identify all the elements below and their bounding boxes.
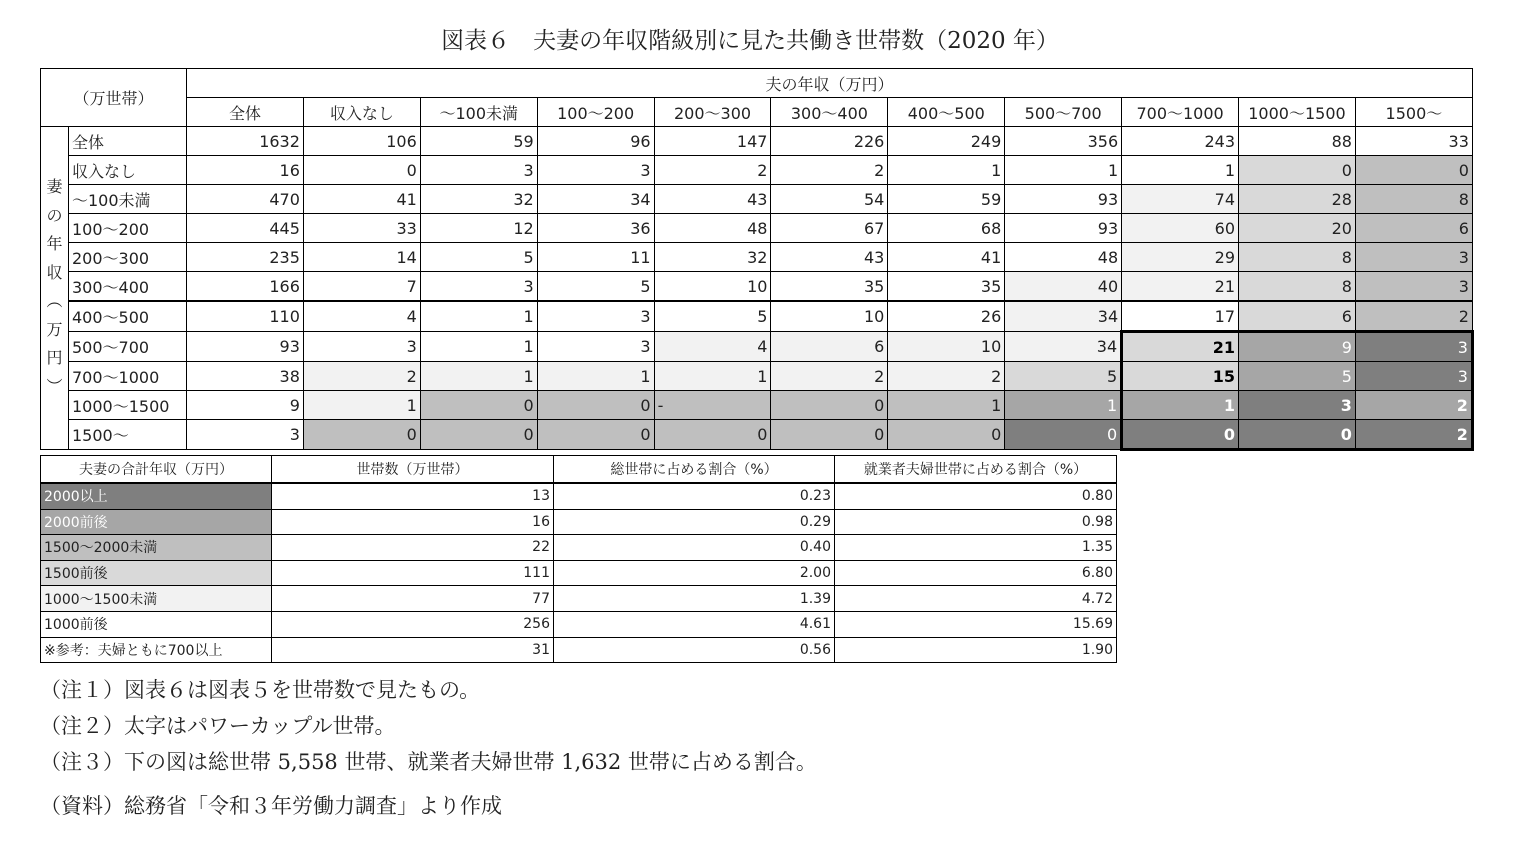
row-label: 1000～1500 <box>69 391 187 420</box>
data-cell: 4 <box>303 301 420 332</box>
data-cell: 2 <box>1355 301 1472 332</box>
table-row <box>41 637 1117 663</box>
note-2: （注２）太字はパワーカップル世帯。 <box>40 714 396 738</box>
data-cell: 16 <box>187 156 304 185</box>
data-cell: 110 <box>187 301 304 332</box>
data-cell: 59 <box>420 127 537 156</box>
column-header: 収入なし <box>303 98 420 127</box>
data-cell: 2.00 <box>554 560 835 586</box>
row-label: ※参考：夫婦ともに700以上 <box>41 637 272 663</box>
data-cell: 2 <box>888 362 1005 391</box>
data-cell: 3 <box>303 332 420 362</box>
data-cell: 31 <box>272 637 554 663</box>
data-cell: 1 <box>420 332 537 362</box>
data-cell: 15 <box>1122 362 1239 391</box>
row-label: 100～200 <box>69 214 187 243</box>
data-cell: 0 <box>303 156 420 185</box>
data-cell: 0 <box>1239 156 1356 185</box>
table-row <box>41 483 1117 509</box>
row-label: 2000以上 <box>41 483 272 509</box>
note-1: （注１）図表６は図表５を世帯数で見たもの。 <box>40 678 481 702</box>
data-cell: 256 <box>272 611 554 637</box>
data-cell: 68 <box>888 214 1005 243</box>
data-cell: 8 <box>1239 272 1356 302</box>
data-cell: 35 <box>888 272 1005 302</box>
table-row <box>41 362 1473 391</box>
data-cell: 0.29 <box>554 509 835 535</box>
data-cell: 249 <box>888 127 1005 156</box>
data-cell: 3 <box>1355 332 1472 362</box>
data-cell: 2 <box>303 362 420 391</box>
data-cell: 13 <box>272 483 554 509</box>
data-cell: 8 <box>1355 185 1472 214</box>
data-cell: 1 <box>888 156 1005 185</box>
data-cell: 5 <box>420 243 537 272</box>
data-cell: 12 <box>420 214 537 243</box>
row-label: 2000前後 <box>41 509 272 535</box>
header-row <box>41 456 1117 484</box>
row-label: 400～500 <box>69 301 187 332</box>
data-cell: 1 <box>420 301 537 332</box>
data-cell: 10 <box>888 332 1005 362</box>
data-cell: 1 <box>1005 156 1122 185</box>
data-cell: 34 <box>537 185 654 214</box>
data-cell: 5 <box>1005 362 1122 391</box>
data-cell: 470 <box>187 185 304 214</box>
data-cell: 32 <box>420 185 537 214</box>
table-row <box>41 301 1473 332</box>
data-cell: 0.98 <box>835 509 1117 535</box>
data-cell: 28 <box>1239 185 1356 214</box>
data-cell: 166 <box>187 272 304 302</box>
data-cell: 0 <box>420 391 537 420</box>
column-header: 700～1000 <box>1122 98 1239 127</box>
data-cell: 0 <box>1005 420 1122 450</box>
data-cell: 1 <box>303 391 420 420</box>
wife-income-header: 妻 の 年 収 ︵ 万 円 ︶ <box>41 127 69 450</box>
data-cell: 0 <box>888 420 1005 450</box>
data-cell: 9 <box>1239 332 1356 362</box>
data-cell: 29 <box>1122 243 1239 272</box>
data-cell: 20 <box>1239 214 1356 243</box>
household-count-table <box>40 68 1474 451</box>
data-cell: 243 <box>1122 127 1239 156</box>
unit-label: （万世帯） <box>41 69 187 127</box>
row-label: 収入なし <box>69 156 187 185</box>
data-cell: 0 <box>1122 420 1239 450</box>
table-row <box>41 127 1473 156</box>
column-header: 1000～1500 <box>1239 98 1356 127</box>
data-cell: 356 <box>1005 127 1122 156</box>
row-label: 200～300 <box>69 243 187 272</box>
data-cell: 17 <box>1122 301 1239 332</box>
table-row <box>41 586 1117 612</box>
data-cell: 40 <box>1005 272 1122 302</box>
row-label: 1500～ <box>69 420 187 450</box>
column-header: 全体 <box>187 98 304 127</box>
data-cell: 7 <box>303 272 420 302</box>
data-cell: 1.35 <box>835 535 1117 561</box>
data-cell: 9 <box>187 391 304 420</box>
table-row <box>41 185 1473 214</box>
data-cell: 0 <box>420 420 537 450</box>
data-cell: 0.80 <box>835 483 1117 509</box>
table-row <box>41 420 1473 450</box>
data-cell: 3 <box>1355 362 1472 391</box>
data-cell: 3 <box>1355 272 1472 302</box>
data-cell: 3 <box>537 332 654 362</box>
data-cell: 1 <box>1122 391 1239 420</box>
data-cell: 4.72 <box>835 586 1117 612</box>
data-cell: 15.69 <box>835 611 1117 637</box>
data-cell: 235 <box>187 243 304 272</box>
data-cell: 1 <box>1122 156 1239 185</box>
data-cell: 77 <box>272 586 554 612</box>
figure-title: 図表６ 夫妻の年収階級別に見た共働き世帯数（2020 年） <box>441 28 1059 54</box>
data-cell: 33 <box>1355 127 1472 156</box>
data-cell: 21 <box>1122 332 1239 362</box>
data-cell: 10 <box>771 301 888 332</box>
data-cell: 43 <box>654 185 771 214</box>
column-header: 世帯数（万世帯） <box>272 456 554 484</box>
row-label: 1500～2000未満 <box>41 535 272 561</box>
data-cell: 3 <box>1239 391 1356 420</box>
table-row <box>41 509 1117 535</box>
column-header: 100～200 <box>537 98 654 127</box>
data-cell: 48 <box>654 214 771 243</box>
column-header: 400～500 <box>888 98 1005 127</box>
notes <box>40 672 817 824</box>
combined-income-table <box>40 455 1117 663</box>
row-label: 全体 <box>69 127 187 156</box>
data-cell: 2 <box>771 362 888 391</box>
row-label: 700～1000 <box>69 362 187 391</box>
data-cell: 0 <box>537 391 654 420</box>
data-cell: 3 <box>537 156 654 185</box>
data-cell: 0 <box>303 420 420 450</box>
data-cell: 5 <box>537 272 654 302</box>
data-cell: 3 <box>420 156 537 185</box>
table-row <box>41 535 1117 561</box>
column-header: ～100未満 <box>420 98 537 127</box>
data-cell: 111 <box>272 560 554 586</box>
data-cell: 41 <box>888 243 1005 272</box>
data-cell: 445 <box>187 214 304 243</box>
data-cell: 34 <box>1005 301 1122 332</box>
data-cell: 48 <box>1005 243 1122 272</box>
data-cell: 74 <box>1122 185 1239 214</box>
data-cell: 1 <box>888 391 1005 420</box>
data-cell: 93 <box>1005 214 1122 243</box>
data-cell: 0 <box>1239 420 1356 450</box>
data-cell: 41 <box>303 185 420 214</box>
data-cell: 0.23 <box>554 483 835 509</box>
data-cell: 1.90 <box>835 637 1117 663</box>
row-label: 1500前後 <box>41 560 272 586</box>
data-cell: 32 <box>654 243 771 272</box>
data-cell: 5 <box>1239 362 1356 391</box>
data-cell: 1 <box>654 362 771 391</box>
column-header: 夫妻の合計年収（万円） <box>41 456 272 484</box>
data-cell: 4 <box>654 332 771 362</box>
data-cell: 1 <box>537 362 654 391</box>
row-label: 300～400 <box>69 272 187 302</box>
data-cell: 0.40 <box>554 535 835 561</box>
data-cell: 35 <box>771 272 888 302</box>
data-cell: 1632 <box>187 127 304 156</box>
data-cell: 2 <box>654 156 771 185</box>
data-cell: 6 <box>1239 301 1356 332</box>
data-cell: 93 <box>187 332 304 362</box>
data-cell: 0 <box>771 420 888 450</box>
husband-income-header: 夫の年収（万円） <box>187 69 1473 98</box>
data-cell: 60 <box>1122 214 1239 243</box>
data-cell: 0 <box>537 420 654 450</box>
data-cell: 34 <box>1005 332 1122 362</box>
data-cell: 6 <box>771 332 888 362</box>
data-cell: 33 <box>303 214 420 243</box>
data-cell: 6 <box>1355 214 1472 243</box>
data-cell: 36 <box>537 214 654 243</box>
data-cell: 1 <box>420 362 537 391</box>
table-row <box>41 243 1473 272</box>
column-header: 200～300 <box>654 98 771 127</box>
data-cell: 88 <box>1239 127 1356 156</box>
table-row <box>41 611 1117 637</box>
data-cell: 6.80 <box>835 560 1117 586</box>
column-header: 就業者夫婦世帯に占める割合（%） <box>835 456 1117 484</box>
data-cell: 2 <box>1355 420 1472 450</box>
data-cell: 54 <box>771 185 888 214</box>
data-cell: 0 <box>771 391 888 420</box>
column-header: 総世帯に占める割合（%） <box>554 456 835 484</box>
table-row <box>41 214 1473 243</box>
row-label: ～100未満 <box>69 185 187 214</box>
data-cell: 3 <box>1355 243 1472 272</box>
data-cell: 59 <box>888 185 1005 214</box>
data-cell: 3 <box>187 420 304 450</box>
data-cell: 96 <box>537 127 654 156</box>
note-3: （注３）下の図は総世帯 5,558 世帯、就業者夫婦世帯 1,632 世帯に占める割合。 <box>40 750 817 774</box>
data-cell: - <box>654 391 771 420</box>
data-cell: 0 <box>1355 156 1472 185</box>
table-row <box>41 156 1473 185</box>
data-cell: 0.56 <box>554 637 835 663</box>
data-cell: 4.61 <box>554 611 835 637</box>
data-cell: 147 <box>654 127 771 156</box>
data-cell: 10 <box>654 272 771 302</box>
data-cell: 22 <box>272 535 554 561</box>
data-cell: 11 <box>537 243 654 272</box>
table-row <box>41 391 1473 420</box>
row-label: 500～700 <box>69 332 187 362</box>
row-label: 1000前後 <box>41 611 272 637</box>
data-cell: 106 <box>303 127 420 156</box>
data-cell: 2 <box>1355 391 1472 420</box>
data-cell: 3 <box>537 301 654 332</box>
table-row <box>41 272 1473 302</box>
data-cell: 14 <box>303 243 420 272</box>
data-cell: 1 <box>1005 391 1122 420</box>
data-cell: 43 <box>771 243 888 272</box>
data-cell: 1.39 <box>554 586 835 612</box>
column-header: 1500～ <box>1355 98 1472 127</box>
table-row <box>41 560 1117 586</box>
data-cell: 0 <box>654 420 771 450</box>
data-cell: 3 <box>420 272 537 302</box>
source-note: （資料）総務省「令和３年労働力調査」より作成 <box>40 794 502 818</box>
data-cell: 21 <box>1122 272 1239 302</box>
data-cell: 8 <box>1239 243 1356 272</box>
data-cell: 16 <box>272 509 554 535</box>
table-row <box>41 332 1473 362</box>
data-cell: 38 <box>187 362 304 391</box>
data-cell: 2 <box>771 156 888 185</box>
column-header: 300～400 <box>771 98 888 127</box>
row-label: 1000～1500未満 <box>41 586 272 612</box>
column-header: 500～700 <box>1005 98 1122 127</box>
data-cell: 93 <box>1005 185 1122 214</box>
data-cell: 5 <box>654 301 771 332</box>
data-cell: 226 <box>771 127 888 156</box>
data-cell: 67 <box>771 214 888 243</box>
data-cell: 26 <box>888 301 1005 332</box>
